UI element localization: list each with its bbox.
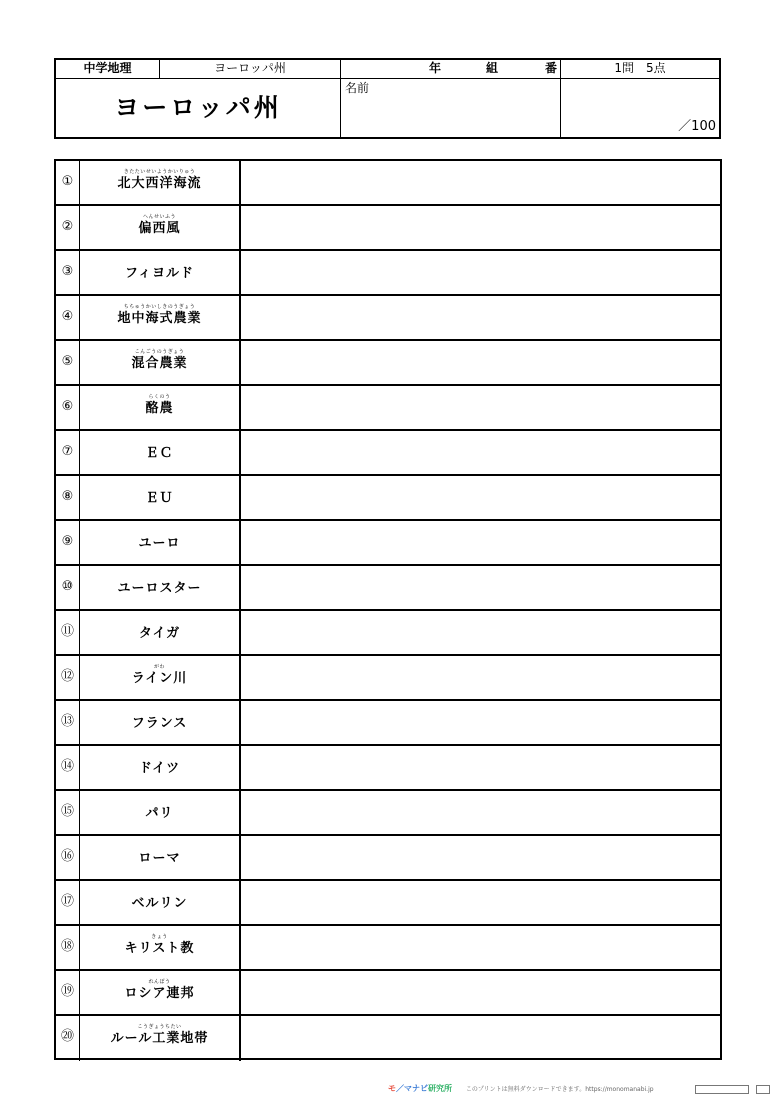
question-row [56,656,720,701]
question-term-cell [80,971,241,1014]
question-term-cell [80,251,241,294]
answer-field[interactable] [241,881,720,924]
question-number: ⑭ [56,746,80,789]
term-label: 酪農 [145,401,174,416]
answer-field[interactable] [241,836,720,879]
question-term-cell [80,1016,241,1061]
brand-part-1: モ [388,1084,396,1093]
term-furigana: れんぽう [148,979,171,985]
term-label: ライン川 [131,671,188,686]
class-number-label: 番 [545,61,558,75]
question-term-cell [80,791,241,834]
question-row [56,476,720,521]
answer-field[interactable] [241,251,720,294]
name-label: 名前 [345,81,370,95]
term-label: パリ [145,806,174,821]
term-label: フランス [131,716,188,731]
question-number: ⑨ [56,521,80,564]
answer-field[interactable] [241,791,720,834]
question-term-cell [80,656,241,699]
subject-label: 中学地理 [56,60,160,79]
answer-field[interactable] [241,431,720,474]
question-row [56,881,720,926]
answer-field[interactable] [241,476,720,519]
footer-box [695,1085,749,1094]
term-furigana: きょう [151,934,168,940]
term-label: 北大西洋海流 [117,176,202,191]
question-number: ⑤ [56,341,80,384]
score-field[interactable] [561,79,719,137]
question-number: ⑯ [56,836,80,879]
term-furigana: こうぎょうちたい [137,1024,182,1030]
term-label: ユーロ [138,536,181,551]
footer-note: このプリントは無料ダウンロードできます。https://monomanabi.jp [465,1086,654,1093]
question-number: ⑬ [56,701,80,744]
footer-tag [756,1085,770,1094]
question-row [56,836,720,881]
question-term-cell [80,476,241,519]
question-number: ③ [56,251,80,294]
class-year-label: 年 [429,61,442,75]
term-label: 偏西風 [138,221,181,236]
question-term-cell [80,926,241,969]
term-label: タイガ [138,626,181,641]
worksheet-title: ヨーロッパ州 [56,79,341,137]
answer-field[interactable] [241,566,720,609]
question-row [56,746,720,791]
question-term-cell [80,881,241,924]
brand-logo [388,1084,452,1093]
question-term-cell [80,161,241,204]
question-row [56,611,720,656]
brand-part-3: 研究所 [428,1084,452,1093]
question-table [54,159,722,1060]
question-number: ⑧ [56,476,80,519]
question-term-cell [80,431,241,474]
question-row [56,161,720,206]
question-term-cell [80,746,241,789]
term-label: ユーロスター [117,581,202,596]
answer-field[interactable] [241,1016,720,1061]
answer-field[interactable] [241,611,720,654]
question-row [56,296,720,341]
question-number: ⑩ [56,566,80,609]
term-furigana: らくのう [148,394,171,400]
question-number: ⑮ [56,791,80,834]
answer-field[interactable] [241,206,720,249]
term-label: 地中海式農業 [117,311,202,326]
answer-field[interactable] [241,386,720,429]
question-row [56,791,720,836]
question-term-cell [80,341,241,384]
score-total-label: ／100 [678,119,716,134]
score-rule-label: 1問 5点 [561,60,719,79]
question-number: ⑳ [56,1016,80,1061]
term-label: ローマ [138,851,181,866]
term-label: フィヨルド [125,266,194,281]
question-row [56,566,720,611]
term-furigana: きたたいせいようかいりゅう [123,169,196,175]
answer-field[interactable] [241,746,720,789]
question-number: ② [56,206,80,249]
question-row [56,521,720,566]
worksheet-header [54,58,721,139]
question-number: ① [56,161,80,204]
term-label: 混合農業 [131,356,188,371]
answer-field[interactable] [241,161,720,204]
brand-part-2: ／マナビ [396,1084,428,1093]
question-number: ⑲ [56,971,80,1014]
term-furigana: ちちゅうかいしきのうぎょう [123,304,196,310]
term-label: ベルリン [131,896,188,911]
question-term-cell [80,296,241,339]
term-label: ルール工業地帯 [110,1031,209,1046]
question-number: ⑰ [56,881,80,924]
class-info [341,60,561,79]
class-group-label: 組 [486,61,499,75]
answer-field[interactable] [241,971,720,1014]
answer-field[interactable] [241,521,720,564]
question-term-cell [80,836,241,879]
answer-field[interactable] [241,296,720,339]
term-label: ＥＵ [145,491,174,506]
question-term-cell [80,386,241,429]
question-row [56,341,720,386]
question-row [56,206,720,251]
term-label: ＥＣ [145,446,174,461]
answer-field[interactable] [241,656,720,699]
term-label: ロシア連邦 [124,986,195,1001]
term-label: ドイツ [138,761,181,776]
question-number: ⑫ [56,656,80,699]
question-term-cell [80,611,241,654]
question-term-cell [80,521,241,564]
name-field[interactable] [341,79,561,137]
question-row [56,431,720,476]
question-term-cell [80,206,241,249]
question-term-cell [80,701,241,744]
answer-field[interactable] [241,926,720,969]
question-row [56,251,720,296]
question-number: ⑱ [56,926,80,969]
term-label: キリスト教 [124,941,195,956]
question-row [56,386,720,431]
question-row [56,926,720,971]
question-number: ④ [56,296,80,339]
question-row [56,971,720,1016]
unit-label: ヨーロッパ州 [160,60,341,79]
question-number: ⑪ [56,611,80,654]
question-number: ⑦ [56,431,80,474]
question-term-cell [80,566,241,609]
term-furigana: へんせいふう [142,214,176,220]
answer-field[interactable] [241,701,720,744]
footer [388,1084,654,1094]
question-row [56,1016,720,1061]
question-number: ⑥ [56,386,80,429]
question-row [56,701,720,746]
answer-field[interactable] [241,341,720,384]
term-furigana: がわ [153,664,165,670]
term-furigana: こんごうのうぎょう [134,349,185,355]
